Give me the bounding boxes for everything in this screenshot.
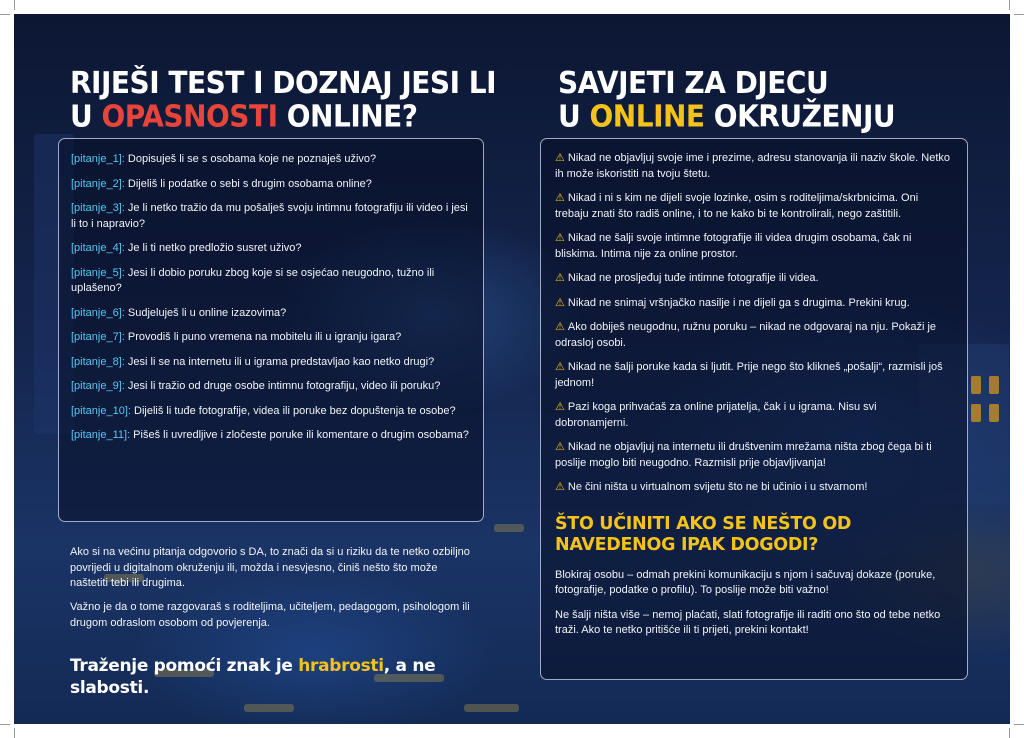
question-text: Jesi li se na internetu ili u igrama predstavljao kao netko drugi? [124, 355, 435, 368]
tip-item [555, 480, 953, 496]
warning-icon: ⚠ [555, 321, 565, 333]
tip-text: Ako dobiješ neugodnu, ružnu poruku – nikad ne odgovaraj na nju. Pokaži je odrasloj osobi. [555, 321, 937, 349]
tip-text: Pazi koga prihvaćaš za online prijatelja, čak i u igrama. Nisu svi dobronamjerni. [555, 401, 877, 429]
quiz-question [71, 428, 469, 444]
quiz-question [71, 330, 469, 346]
question-id: [pitanje_11]: [71, 429, 131, 441]
tip-item [555, 400, 953, 431]
tip-item [555, 231, 953, 262]
tip-item [555, 191, 953, 222]
tip-text: Nikad ne snimaj vršnjačko nasilje i ne dijeli ga s drugima. Prekini krug. [567, 296, 910, 309]
crop-mark [14, 728, 15, 738]
quiz-question [71, 152, 469, 168]
tip-text: Nikad ne šalji poruke kada si ljutit. Prije nego što klikneš „pošalji“, razmisli još jednom! [555, 361, 943, 389]
question-id: [pitanje_7]: [71, 331, 125, 343]
sub-heading-line1: ŠTO UČINITI AKO SE NEŠTO OD [555, 513, 852, 534]
tip-text: Nikad ne šalji svoje intimne fotografije ili videa drugim osobama, čak ni bliskima. Intima nije za online prostor. [555, 232, 912, 260]
slogan-post: , a ne slabosti. [70, 656, 436, 698]
tip-item [555, 271, 953, 287]
question-text: Je li ti netko predložio susret uživo? [124, 242, 302, 254]
right-heading-line2-post: OKRUŽENJU [704, 98, 896, 135]
warning-icon: ⚠ [555, 272, 565, 284]
crop-mark [1014, 14, 1024, 15]
question-text: Dopisuješ li se s osobama koje ne poznaješ uživo? [124, 153, 377, 165]
background-tile [244, 704, 294, 712]
tip-text: Nikad ne objavljuj na internetu ili društvenim mrežama ništa zbog čega bi ti poslije moglo biti neugodno. Razmisli prije objavljivanja! [555, 441, 932, 469]
quiz-question [71, 404, 469, 420]
crop-mark [0, 14, 10, 15]
crop-mark [0, 724, 10, 725]
slogan-pre: Traženje pomoći znak je [70, 656, 299, 676]
crop-mark [14, 0, 15, 10]
left-heading-line2-pre: U [70, 98, 102, 135]
left-heading [70, 66, 500, 133]
crop-mark [1009, 728, 1010, 738]
crop-mark [1009, 0, 1010, 10]
tip-item [555, 360, 953, 391]
question-id: [pitanje_2]: [71, 177, 125, 190]
background-window [971, 404, 981, 422]
brochure-sheet [14, 14, 1010, 724]
question-id: [pitanje_8]: [71, 355, 125, 368]
tip-item [555, 151, 953, 182]
quiz-question [71, 177, 469, 193]
background-window [989, 376, 999, 394]
warning-icon: ⚠ [555, 401, 565, 413]
question-text: Dijeliš li podatke o sebi s drugim osobama online? [124, 177, 372, 190]
warning-icon: ⚠ [555, 441, 565, 453]
right-heading-line2-pre: U [558, 98, 590, 135]
help-slogan [70, 655, 510, 699]
question-id: [pitanje_10]: [71, 404, 131, 417]
tip-item [555, 440, 953, 471]
warning-icon: ⚠ [555, 232, 565, 244]
slogan-highlight: hrabrosti [298, 656, 384, 676]
stop-contact-paragraph: Ne šalji ništa više – nemoj plaćati, slati fotografije ili raditi ono što od tebe netko traži. Ako te netko pritišće ili ti prijeti, prekini kontakt! [555, 608, 941, 636]
left-result-paragraph: Ako si na većinu pitanja odgovorio s DA, to znači da si u riziku da te netko ozbiljno povrijedi u digitalnom okruženju ili, možda i nesvjesno, činiš nešto što može naštetiti tebi ili drugima. [70, 546, 470, 589]
warning-icon: ⚠ [555, 481, 565, 493]
question-id: [pitanje_1]: [71, 153, 125, 165]
tip-text: Nikad i ni s kim ne dijeli svoje lozinke, osim s roditeljima/skrbnicima. Oni trebaju znati što radiš online, i to ne kako bi te kontrolirali, nego zaštitili. [555, 192, 919, 220]
background-tile [464, 704, 519, 712]
quiz-question [71, 241, 469, 257]
question-text: Je li netko tražio da mu pošalješ svoju intimnu fotografiju ili video i jesi li to i napravio? [71, 202, 468, 230]
question-id: [pitanje_3]: [71, 202, 125, 214]
warning-icon: ⚠ [555, 152, 565, 164]
warning-icon: ⚠ [555, 296, 565, 309]
tip-text: Nikad ne prosljeđuj tuđe intimne fotografije ili videa. [567, 272, 819, 284]
what-to-do-heading [555, 514, 953, 556]
question-text: Pišeš li uvredljive i zločeste poruke ili komentare o drugim osobama? [130, 429, 469, 441]
crop-mark [1014, 724, 1024, 725]
question-text: Jesi li tražio od druge osobe intimnu fotografiju, video ili poruku? [124, 380, 441, 392]
block-person-paragraph: Blokiraj osobu – odmah prekini komunikaciju s njom i sačuvaj dokaze (poruke, fotografije, podatke o profilu). To poslije može biti važno! [555, 568, 936, 596]
tips-panel [540, 138, 968, 680]
question-text: Jesi li dobio poruku zbog koje si se osjećao neugodno, tužno ili uplašeno? [71, 266, 435, 294]
warning-icon: ⚠ [555, 361, 565, 373]
question-text: Sudjeluješ li u online izazovima? [124, 306, 287, 319]
question-text: Provodiš li puno vremena na mobitelu ili u igranju igara? [124, 331, 402, 343]
question-id: [pitanje_5]: [71, 266, 125, 279]
quiz-question [71, 266, 469, 297]
left-heading-line1: RIJEŠI TEST I DOZNAJ JESI LI [70, 64, 497, 101]
left-advice-paragraph: Važno je da o tome razgovaraš s roditeljima, učiteljem, pedagogom, psihologom ili drugom odraslom osobom od povjerenja. [70, 601, 470, 629]
right-heading-line1: SAVJETI ZA DJECU [558, 64, 829, 101]
sub-heading-line2: NAVEDENOG IPAK DOGODI? [555, 534, 819, 555]
question-id: [pitanje_4]: [71, 242, 125, 254]
quiz-question [71, 201, 469, 232]
tip-text: Nikad ne objavljuj svoje ime i prezime, adresu stanovanja ili naziv škole. Netko ih može iskoristiti na tvoju štetu. [555, 152, 951, 180]
right-heading [558, 66, 978, 133]
quiz-panel [58, 138, 484, 522]
background-window [971, 376, 981, 394]
left-heading-line2-post: ONLINE? [277, 98, 418, 135]
right-heading-highlight: ONLINE [589, 98, 705, 135]
quiz-question [71, 306, 469, 322]
tip-item [555, 296, 953, 312]
tip-text: Ne čini ništa u virtualnom svijetu što ne bi učinio i u stvarnom! [567, 481, 868, 493]
quiz-question [71, 355, 469, 371]
question-id: [pitanje_6]: [71, 306, 125, 319]
warning-icon: ⚠ [555, 192, 565, 204]
question-id: [pitanje_9]: [71, 380, 125, 392]
background-tile [494, 524, 524, 532]
tip-item [555, 320, 953, 351]
quiz-question [71, 379, 469, 395]
what-to-do-section [555, 514, 953, 639]
left-heading-highlight: OPASNOSTI [101, 98, 278, 135]
background-window [989, 404, 999, 422]
question-text: Dijeliš li tuđe fotografije, videa ili poruke bez dopuštenja te osobe? [130, 404, 456, 417]
